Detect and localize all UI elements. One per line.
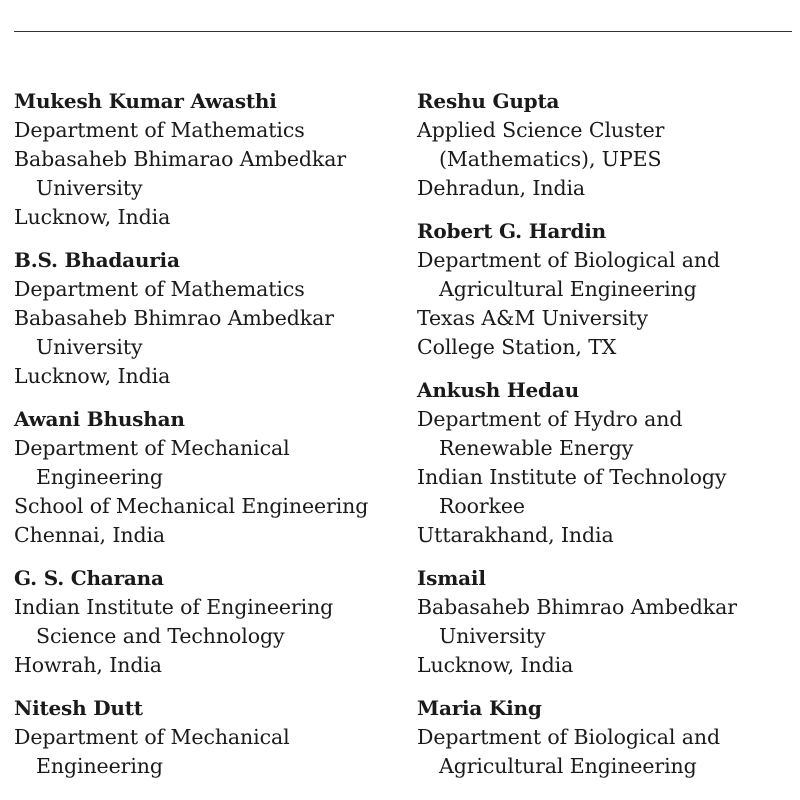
affiliation-line: Department of Biological and	[417, 725, 720, 749]
affiliation-line: Department of Mathematics	[14, 277, 305, 301]
contributor-entry	[14, 694, 404, 781]
affiliation-line: Department of Mathematics	[14, 118, 305, 142]
contributor-entry	[14, 564, 404, 680]
affiliation-line: Department of Mechanical	[14, 725, 290, 749]
affiliation-line: Babasaheb Bhimarao Ambedkar	[14, 147, 347, 171]
top-rule	[14, 31, 792, 32]
affiliation-line: Chennai, India	[14, 523, 166, 547]
contributor-name: Ankush Hedau	[417, 378, 579, 402]
affiliation-line: University	[439, 624, 546, 648]
affiliation-line: Uttarakhand, India	[417, 523, 614, 547]
contributor-name: G. S. Charana	[14, 566, 164, 590]
affiliation-line: (Mathematics), UPES	[439, 147, 662, 171]
contributor-name: Maria King	[417, 696, 542, 720]
contributor-entry	[417, 217, 792, 362]
affiliation-line: Indian Institute of Engineering	[14, 595, 334, 619]
affiliation-line: Indian Institute of Technology	[417, 465, 727, 489]
affiliation-line: College Station, TX	[417, 335, 617, 359]
affiliation-line: Babasaheb Bhimrao Ambedkar	[417, 595, 737, 619]
affiliation-line: Department of Hydro and	[417, 407, 683, 431]
affiliation-line: Renewable Energy	[439, 436, 634, 460]
affiliation-line: Roorkee	[439, 494, 525, 518]
affiliation-line: Department of Mechanical	[14, 436, 290, 460]
affiliation-line: School of Mechanical Engineering	[14, 494, 369, 518]
contributor-entry	[417, 87, 792, 203]
affiliation-line: Applied Science Cluster	[417, 118, 665, 142]
contributor-entry	[417, 376, 792, 550]
contributor-name: Robert G. Hardin	[417, 219, 607, 243]
affiliation-line: Howrah, India	[14, 653, 162, 677]
contributor-entry	[417, 564, 792, 680]
affiliation-line: Lucknow, India	[417, 653, 574, 677]
contributor-name: Ismail	[417, 566, 486, 590]
contributor-entry	[14, 405, 404, 550]
affiliation-line: Science and Technology	[36, 624, 285, 648]
contributor-name: Mukesh Kumar Awasthi	[14, 89, 277, 113]
contributor-entry	[417, 694, 792, 781]
affiliation-line: University	[36, 335, 143, 359]
affiliation-line: Lucknow, India	[14, 364, 171, 388]
contributor-entry	[14, 87, 404, 232]
contributors-right-column	[417, 87, 792, 795]
affiliation-line: Babasaheb Bhimrao Ambedkar	[14, 306, 334, 330]
contributor-name: Awani Bhushan	[14, 407, 185, 431]
affiliation-line: Agricultural Engineering	[439, 754, 697, 778]
affiliation-line: Department of Biological and	[417, 248, 720, 272]
affiliation-line: Engineering	[36, 465, 163, 489]
affiliation-line: Agricultural Engineering	[439, 277, 697, 301]
contributor-name: Reshu Gupta	[417, 89, 560, 113]
affiliation-line: Texas A&M University	[417, 306, 649, 330]
contributor-name: B.S. Bhadauria	[14, 248, 180, 272]
affiliation-line: Engineering	[36, 754, 163, 778]
contributors-left-column	[14, 87, 404, 795]
affiliation-line: University	[36, 176, 143, 200]
affiliation-line: Dehradun, India	[417, 176, 586, 200]
contributor-name: Nitesh Dutt	[14, 696, 143, 720]
contributor-entry	[14, 246, 404, 391]
affiliation-line: Lucknow, India	[14, 205, 171, 229]
